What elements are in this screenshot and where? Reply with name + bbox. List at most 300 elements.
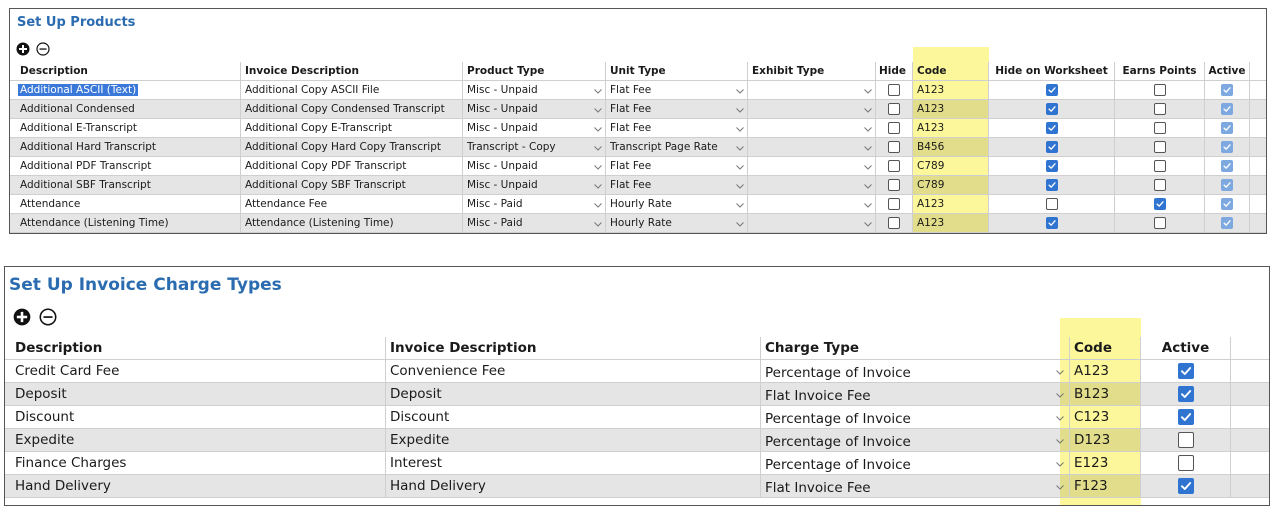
code-cell[interactable]: [1070, 360, 1141, 382]
earns-points-checkbox[interactable]: [1154, 122, 1166, 134]
hide-on-worksheet-checkbox[interactable]: [1046, 122, 1058, 134]
active-checkbox[interactable]: [1178, 363, 1194, 379]
invoice-description-cell[interactable]: [241, 81, 463, 99]
hide-on-worksheet: [989, 138, 1115, 156]
products-toolbar: [16, 41, 50, 60]
invoice-description-cell[interactable]: [241, 119, 463, 137]
chevron-down-icon: [1055, 413, 1065, 423]
exhibit-type-select[interactable]: [748, 195, 876, 213]
active-checkbox[interactable]: [1178, 386, 1194, 402]
description-cell[interactable]: [16, 214, 241, 232]
chevron-down-icon: [863, 143, 873, 153]
column-header-hide-on-worksheet-text: Hide on Worksheet: [995, 65, 1108, 77]
code-cell[interactable]: [913, 81, 989, 99]
charge-types-panel-title: Set Up Invoice Charge Types: [9, 275, 282, 295]
code-cell[interactable]: [913, 214, 989, 232]
active-checkbox[interactable]: [1221, 179, 1233, 191]
invoice-description-cell-text: Additional Copy SBF Transcript: [245, 179, 406, 191]
earns-points: [1115, 214, 1205, 232]
product-type-select-text: Misc - Unpaid: [467, 179, 538, 191]
chevron-down-icon: [735, 105, 745, 115]
active-checkbox[interactable]: [1221, 103, 1233, 115]
chevron-down-icon: [863, 200, 873, 210]
hide-checkbox[interactable]: [888, 141, 900, 153]
code-cell[interactable]: [1070, 429, 1141, 451]
exhibit-type-select[interactable]: [748, 157, 876, 175]
earns-points-checkbox[interactable]: [1154, 84, 1166, 96]
hide-checkbox[interactable]: [888, 198, 900, 210]
invoice-description-cell-text: Hand Delivery: [390, 478, 486, 494]
code-cell[interactable]: [1070, 475, 1141, 497]
active-checkbox[interactable]: [1221, 198, 1233, 210]
unit-type-select-text: Flat Fee: [610, 179, 652, 191]
product-type-select-text: Transcript - Copy: [467, 141, 556, 153]
unit-type-select[interactable]: [606, 176, 748, 194]
active-checkbox[interactable]: [1178, 455, 1194, 471]
table-row[interactable]: [10, 176, 1266, 195]
hide-on-worksheet: [989, 119, 1115, 137]
hide: [876, 100, 913, 118]
chevron-down-icon: [735, 143, 745, 153]
chevron-down-icon: [1055, 367, 1065, 377]
code-cell[interactable]: [913, 100, 989, 118]
active: [1141, 406, 1231, 428]
active: [1205, 119, 1250, 137]
charge-type-select[interactable]: [761, 383, 1070, 405]
column-header-unit-type[interactable]: [606, 62, 748, 80]
table-row[interactable]: [5, 360, 1269, 383]
code-cell[interactable]: [913, 176, 989, 194]
active: [1141, 360, 1231, 382]
table-row[interactable]: [10, 195, 1266, 214]
earns-points: [1115, 176, 1205, 194]
hide-checkbox[interactable]: [888, 103, 900, 115]
minus-circle-icon: [39, 308, 57, 326]
active: [1141, 383, 1231, 405]
plus-circle-icon: [16, 42, 30, 56]
product-type-select-text: Misc - Paid: [467, 198, 523, 210]
table-row[interactable]: [5, 383, 1269, 406]
description-cell[interactable]: [16, 100, 241, 118]
minus-circle-icon: [36, 42, 50, 56]
invoice-description-cell-text: Attendance (Listening Time): [245, 217, 394, 229]
hide: [876, 119, 913, 137]
column-header-description-text: Description: [20, 65, 88, 77]
hide-checkbox[interactable]: [888, 160, 900, 172]
description-cell-text: Deposit: [15, 386, 67, 402]
chevron-down-icon: [593, 143, 603, 153]
products-table: [10, 62, 1266, 233]
unit-type-select-text: Flat Fee: [610, 103, 652, 115]
column-header-description[interactable]: [16, 62, 241, 80]
active: [1205, 214, 1250, 232]
hide-on-worksheet-checkbox[interactable]: [1046, 141, 1058, 153]
active-checkbox[interactable]: [1221, 217, 1233, 229]
code-cell-text: A123: [917, 198, 945, 210]
column-header-code[interactable]: [913, 62, 989, 80]
charge-types-toolbar: [13, 308, 57, 330]
table-row[interactable]: [10, 138, 1266, 157]
chevron-down-icon: [735, 162, 745, 172]
add-charge-type-button[interactable]: [13, 308, 31, 330]
hide-on-worksheet-checkbox[interactable]: [1046, 217, 1058, 229]
unit-type-select[interactable]: [606, 119, 748, 137]
column-header-exhibit-type[interactable]: [748, 62, 876, 80]
code-cell-text: E123: [1074, 455, 1109, 471]
active-checkbox[interactable]: [1221, 84, 1233, 96]
hide: [876, 176, 913, 194]
hide: [876, 81, 913, 99]
product-type-select[interactable]: [463, 100, 606, 118]
table-row[interactable]: [10, 157, 1266, 176]
code-cell-text: A123: [917, 84, 945, 96]
product-type-select[interactable]: [463, 195, 606, 213]
product-type-select-text: Misc - Paid: [467, 217, 523, 229]
plus-circle-icon: [13, 308, 31, 326]
description-cell-text: Additional Condensed: [20, 103, 135, 115]
earns-points: [1115, 100, 1205, 118]
chevron-down-icon: [593, 162, 603, 172]
exhibit-type-select[interactable]: [748, 100, 876, 118]
hide-on-worksheet: [989, 157, 1115, 175]
description-cell[interactable]: [16, 195, 241, 213]
earns-points: [1115, 81, 1205, 99]
description-cell[interactable]: [16, 157, 241, 175]
description-cell[interactable]: [11, 475, 386, 497]
invoice-description-cell[interactable]: [386, 475, 761, 497]
charge-type-select[interactable]: [761, 406, 1070, 428]
code-cell-text: A123: [1074, 363, 1110, 379]
column-header-earns-points[interactable]: [1115, 62, 1205, 80]
description-cell[interactable]: [16, 81, 241, 99]
invoice-description-cell-text: Discount: [390, 409, 450, 425]
charge-type-select[interactable]: [761, 452, 1070, 474]
column-header-active[interactable]: [1205, 62, 1250, 80]
invoice-description-cell[interactable]: [241, 214, 463, 232]
invoice-description-cell[interactable]: [241, 100, 463, 118]
hide-on-worksheet: [989, 100, 1115, 118]
earns-points-checkbox[interactable]: [1154, 198, 1166, 210]
active: [1205, 138, 1250, 156]
column-header-invoice-description-text: Invoice Description: [245, 65, 359, 77]
chevron-down-icon: [1055, 390, 1065, 400]
column-header-invoice-description[interactable]: [386, 337, 761, 359]
product-type-select[interactable]: [463, 176, 606, 194]
chevron-down-icon: [735, 124, 745, 134]
code-cell-text: A123: [917, 217, 945, 229]
hide-checkbox[interactable]: [888, 217, 900, 229]
unit-type-select-text: Flat Fee: [610, 122, 652, 134]
description-cell-text: Discount: [15, 409, 75, 425]
unit-type-select[interactable]: [606, 214, 748, 232]
earns-points-checkbox[interactable]: [1154, 103, 1166, 115]
product-type-select[interactable]: [463, 157, 606, 175]
product-type-select-text: Misc - Unpaid: [467, 122, 538, 134]
description-cell-text: Attendance (Listening Time): [20, 217, 169, 229]
add-product-button[interactable]: [16, 41, 30, 60]
invoice-description-cell[interactable]: [386, 383, 761, 405]
invoice-description-cell[interactable]: [386, 452, 761, 474]
invoice-description-cell-text: Interest: [390, 455, 443, 471]
invoice-description-cell[interactable]: [386, 429, 761, 451]
invoice-description-cell[interactable]: [386, 360, 761, 382]
unit-type-select[interactable]: [606, 195, 748, 213]
table-row[interactable]: [10, 214, 1266, 233]
active-checkbox[interactable]: [1221, 160, 1233, 172]
remove-charge-type-button[interactable]: [39, 308, 57, 330]
hide-on-worksheet-checkbox[interactable]: [1046, 198, 1058, 210]
exhibit-type-select[interactable]: [748, 81, 876, 99]
code-cell-text: F123: [1074, 478, 1108, 494]
code-cell-text: A123: [917, 122, 945, 134]
column-header-active[interactable]: [1141, 337, 1231, 359]
product-type-select[interactable]: [463, 119, 606, 137]
chevron-down-icon: [863, 105, 873, 115]
exhibit-type-select[interactable]: [748, 138, 876, 156]
charge-type-select-text: Percentage of Invoice: [765, 434, 911, 450]
hide: [876, 138, 913, 156]
hide: [876, 214, 913, 232]
hide-on-worksheet-checkbox[interactable]: [1046, 179, 1058, 191]
chevron-down-icon: [593, 105, 603, 115]
hide-on-worksheet: [989, 195, 1115, 213]
active-checkbox[interactable]: [1178, 478, 1194, 494]
active: [1205, 157, 1250, 175]
description-cell-text: Finance Charges: [15, 455, 127, 471]
charge-types-header-row: [5, 337, 1269, 360]
invoice-description-cell-text: Additional Copy Condensed Transcript: [245, 103, 445, 115]
chevron-down-icon: [863, 124, 873, 134]
description-cell[interactable]: [11, 429, 386, 451]
table-row[interactable]: [5, 452, 1269, 475]
charge-type-select-text: Percentage of Invoice: [765, 411, 911, 427]
code-cell[interactable]: [913, 195, 989, 213]
code-cell[interactable]: [1070, 406, 1141, 428]
unit-type-select-text: Hourly Rate: [610, 198, 672, 210]
exhibit-type-select[interactable]: [748, 119, 876, 137]
description-cell[interactable]: [16, 176, 241, 194]
chevron-down-icon: [1055, 436, 1065, 446]
description-cell-text: Additional PDF Transcript: [20, 160, 152, 172]
earns-points: [1115, 157, 1205, 175]
column-header-hide-text: Hide: [878, 65, 906, 77]
description-cell[interactable]: [16, 119, 241, 137]
table-row[interactable]: [10, 81, 1266, 100]
code-cell-text: B123: [1074, 386, 1110, 402]
products-header-row: [10, 62, 1266, 81]
charge-type-select-text: Flat Invoice Fee: [765, 480, 871, 496]
column-header-exhibit-type-text: Exhibit Type: [752, 65, 825, 77]
invoice-description-cell-text: Additional Copy PDF Transcript: [245, 160, 407, 172]
earns-points: [1115, 195, 1205, 213]
column-header-charge-type[interactable]: [761, 337, 1070, 359]
column-header-description-text: Description: [15, 340, 103, 356]
column-header-code-text: Code: [1074, 340, 1113, 356]
chevron-down-icon: [735, 86, 745, 96]
active: [1205, 195, 1250, 213]
charge-type-select-text: Flat Invoice Fee: [765, 388, 871, 404]
charge-type-select-text: Percentage of Invoice: [765, 457, 911, 473]
description-cell-text: Credit Card Fee: [15, 363, 120, 379]
invoice-description-cell[interactable]: [241, 195, 463, 213]
product-type-select[interactable]: [463, 214, 606, 232]
code-cell-text: C789: [917, 160, 945, 172]
active-checkbox[interactable]: [1221, 122, 1233, 134]
remove-product-button[interactable]: [36, 41, 50, 60]
column-header-invoice-description[interactable]: [241, 62, 463, 80]
column-header-hide[interactable]: [876, 62, 913, 80]
hide-checkbox[interactable]: [888, 84, 900, 96]
unit-type-select[interactable]: [606, 100, 748, 118]
earns-points-checkbox[interactable]: [1154, 141, 1166, 153]
description-cell[interactable]: [11, 452, 386, 474]
active: [1141, 429, 1231, 451]
table-row[interactable]: [5, 475, 1269, 498]
column-header-active-text: Active: [1208, 65, 1246, 77]
hide: [876, 195, 913, 213]
description-cell[interactable]: [16, 138, 241, 156]
earns-points-checkbox[interactable]: [1154, 160, 1166, 172]
column-header-code-text: Code: [917, 65, 947, 77]
product-type-select-text: Misc - Unpaid: [467, 160, 538, 172]
products-panel-title: Set Up Products: [17, 15, 136, 30]
column-header-earns-points-text: Earns Points: [1122, 65, 1197, 77]
column-header-invoice-description-text: Invoice Description: [390, 340, 537, 356]
table-row[interactable]: [10, 100, 1266, 119]
hide-on-worksheet: [989, 81, 1115, 99]
active-checkbox[interactable]: [1221, 141, 1233, 153]
product-type-select-text: Misc - Unpaid: [467, 84, 538, 96]
invoice-description-cell-text: Deposit: [390, 386, 442, 402]
code-cell[interactable]: [913, 119, 989, 137]
active: [1141, 452, 1231, 474]
invoice-description-cell[interactable]: [241, 176, 463, 194]
active-checkbox[interactable]: [1178, 409, 1194, 425]
code-cell-text: B456: [917, 141, 945, 153]
code-cell[interactable]: [913, 157, 989, 175]
code-cell-text: C123: [1074, 409, 1110, 425]
table-row[interactable]: [5, 429, 1269, 452]
hide-on-worksheet: [989, 214, 1115, 232]
active: [1205, 176, 1250, 194]
description-cell-text: Additional E-Transcript: [20, 122, 138, 134]
charge-type-select[interactable]: [761, 475, 1070, 497]
code-cell[interactable]: [1070, 452, 1141, 474]
unit-type-select-text: Flat Fee: [610, 160, 652, 172]
description-cell-text: Attendance: [20, 198, 81, 210]
chevron-down-icon: [593, 219, 603, 229]
description-cell-text: Additional Hard Transcript: [20, 141, 157, 153]
chevron-down-icon: [863, 162, 873, 172]
code-cell-text: A123: [917, 103, 945, 115]
description-cell-text: Hand Delivery: [15, 478, 111, 494]
invoice-description-cell-text: Convenience Fee: [390, 363, 506, 379]
product-type-select[interactable]: [463, 138, 606, 156]
hide-on-worksheet-checkbox[interactable]: [1046, 103, 1058, 115]
invoice-description-cell-text: Additional Copy ASCII File: [245, 84, 380, 96]
code-cell[interactable]: [1070, 383, 1141, 405]
column-header-code[interactable]: [1070, 337, 1141, 359]
chevron-down-icon: [593, 200, 603, 210]
earns-points: [1115, 119, 1205, 137]
chevron-down-icon: [863, 86, 873, 96]
exhibit-type-select[interactable]: [748, 214, 876, 232]
hide: [876, 157, 913, 175]
product-type-select[interactable]: [463, 81, 606, 99]
description-cell-text: Additional SBF Transcript: [20, 179, 151, 191]
column-header-charge-type-text: Charge Type: [765, 340, 860, 356]
active: [1141, 475, 1231, 497]
chevron-down-icon: [593, 86, 603, 96]
active-checkbox[interactable]: [1178, 432, 1194, 448]
chevron-down-icon: [735, 219, 745, 229]
hide-on-worksheet-checkbox[interactable]: [1046, 160, 1058, 172]
chevron-down-icon: [735, 200, 745, 210]
chevron-down-icon: [593, 181, 603, 191]
hide-on-worksheet: [989, 176, 1115, 194]
chevron-down-icon: [863, 181, 873, 191]
column-header-product-type[interactable]: [463, 62, 606, 80]
description-cell[interactable]: [11, 383, 386, 405]
column-header-active-text: Active: [1161, 340, 1210, 356]
code-cell[interactable]: [913, 138, 989, 156]
charge-type-select-text: Percentage of Invoice: [765, 365, 911, 381]
hide-checkbox[interactable]: [888, 179, 900, 191]
active: [1205, 100, 1250, 118]
unit-type-select-text: Flat Fee: [610, 84, 652, 96]
description-cell[interactable]: [11, 406, 386, 428]
column-header-hide-on-worksheet[interactable]: [989, 62, 1115, 80]
earns-points: [1115, 138, 1205, 156]
unit-type-select[interactable]: [606, 157, 748, 175]
chevron-down-icon: [863, 219, 873, 229]
chevron-down-icon: [1055, 482, 1065, 492]
invoice-description-cell-text: Additional Copy Hard Copy Transcript: [245, 141, 441, 153]
chevron-down-icon: [735, 181, 745, 191]
earns-points-checkbox[interactable]: [1154, 179, 1166, 191]
description-cell[interactable]: [11, 360, 386, 382]
active: [1205, 81, 1250, 99]
column-header-description[interactable]: [11, 337, 386, 359]
invoice-description-cell-text: Additional Copy E-Transcript: [245, 122, 393, 134]
exhibit-type-select[interactable]: [748, 176, 876, 194]
unit-type-select[interactable]: [606, 138, 748, 156]
earns-points-checkbox[interactable]: [1154, 217, 1166, 229]
column-header-product-type-text: Product Type: [467, 65, 545, 77]
chevron-down-icon: [1055, 459, 1065, 469]
charge-type-select[interactable]: [761, 429, 1070, 451]
product-type-select-text: Misc - Unpaid: [467, 103, 538, 115]
invoice-description-cell-text: Expedite: [390, 432, 450, 448]
unit-type-select[interactable]: [606, 81, 748, 99]
column-header-unit-type-text: Unit Type: [610, 65, 666, 77]
description-cell-text: Expedite: [15, 432, 75, 448]
charge-types-panel: [4, 266, 1270, 506]
hide-on-worksheet-checkbox[interactable]: [1046, 84, 1058, 96]
charge-type-select[interactable]: [761, 360, 1070, 382]
unit-type-select-text: Transcript Page Rate: [610, 141, 718, 153]
invoice-description-cell[interactable]: [241, 138, 463, 156]
table-row[interactable]: [5, 406, 1269, 429]
invoice-description-cell[interactable]: [241, 157, 463, 175]
hide-checkbox[interactable]: [888, 122, 900, 134]
invoice-description-cell[interactable]: [386, 406, 761, 428]
products-panel: [9, 8, 1267, 234]
chevron-down-icon: [593, 124, 603, 134]
table-row[interactable]: [10, 119, 1266, 138]
unit-type-select-text: Hourly Rate: [610, 217, 672, 229]
description-cell-text: Additional ASCII (Text): [20, 84, 137, 96]
